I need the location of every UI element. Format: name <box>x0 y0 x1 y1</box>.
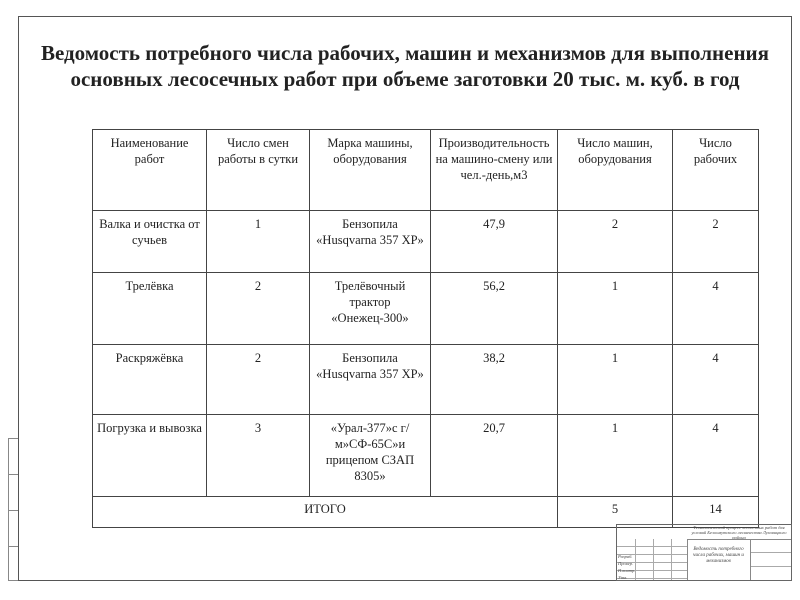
table-row <box>93 345 759 415</box>
stamp-signature-grid <box>617 539 688 580</box>
page-title: Ведомость потребного числа рабочих, машин и механизмов для выполнения основных лесосечных работ при объеме заготовки 20 тыс. м. куб. в год <box>40 41 770 91</box>
table-row <box>93 273 759 345</box>
cell-shifts: 1 <box>207 211 310 273</box>
cell-productivity: 38,2 <box>431 345 558 415</box>
cell-machine: Бензопила «Husqvarna 357 XP» <box>310 345 431 415</box>
cell-machines: 1 <box>558 273 673 345</box>
cell-name: Раскряжёвка <box>93 345 207 415</box>
cell-workers: 4 <box>673 415 759 497</box>
cell-machines: 1 <box>558 345 673 415</box>
header-cell: Число смен работы в сутки <box>207 130 310 211</box>
title-block-stamp <box>616 524 792 581</box>
header-cell: Производительность на машино-смену или чел.-день,м3 <box>431 130 558 211</box>
cell-machines: 2 <box>558 211 673 273</box>
stamp-info-box <box>751 539 791 580</box>
header-cell: Число рабочих <box>673 130 759 211</box>
cell-machine: Бензопила «Husqvarna 357 XP» <box>310 211 431 273</box>
cell-workers: 4 <box>673 273 759 345</box>
header-cell: Марка машины, оборудования <box>310 130 431 211</box>
cell-shifts: 3 <box>207 415 310 497</box>
stamp-sig-label: Н.контр. <box>618 568 636 573</box>
cell-name: Погрузка и вывозка <box>93 415 207 497</box>
cell-workers: 2 <box>673 211 759 273</box>
cell-shifts: 2 <box>207 273 310 345</box>
cell-machine: Трелёвочный трактор «Онежец-300» <box>310 273 431 345</box>
cell-shifts: 2 <box>207 345 310 415</box>
cell-name: Валка и очистка от сучьев <box>93 211 207 273</box>
cell-productivity: 20,7 <box>431 415 558 497</box>
cell-workers: 4 <box>673 345 759 415</box>
stamp-document-name: Ведомость потребного числа рабочих, машин и механизмов <box>687 539 751 580</box>
stamp-sig-label: Разраб. <box>618 554 633 559</box>
total-label: ИТОГО <box>93 497 558 528</box>
total-workers: 14 <box>673 497 759 528</box>
total-machines: 5 <box>558 497 673 528</box>
stamp-sig-label: Провер. <box>618 561 634 566</box>
cell-name: Трелёвка <box>93 273 207 345</box>
header-cell: Число машин, оборудования <box>558 130 673 211</box>
header-cell: Наименование работ <box>93 130 207 211</box>
table-row <box>93 415 759 497</box>
stamp-top-text: Технологический процесс лесосечных работ для условий Белоомутского лесничества Луховицкого района <box>687 525 791 540</box>
workers-machines-table <box>92 129 759 528</box>
table-header-row <box>93 130 759 211</box>
cell-productivity: 56,2 <box>431 273 558 345</box>
table-row <box>93 211 759 273</box>
total-row <box>93 497 759 528</box>
cell-machine: «Урал-377»с г/м»СФ-65С»и прицепом СЗАП 8305» <box>310 415 431 497</box>
binding-strip <box>8 438 18 581</box>
cell-productivity: 47,9 <box>431 211 558 273</box>
stamp-sig-label: Утв. <box>618 575 628 580</box>
cell-machines: 1 <box>558 415 673 497</box>
